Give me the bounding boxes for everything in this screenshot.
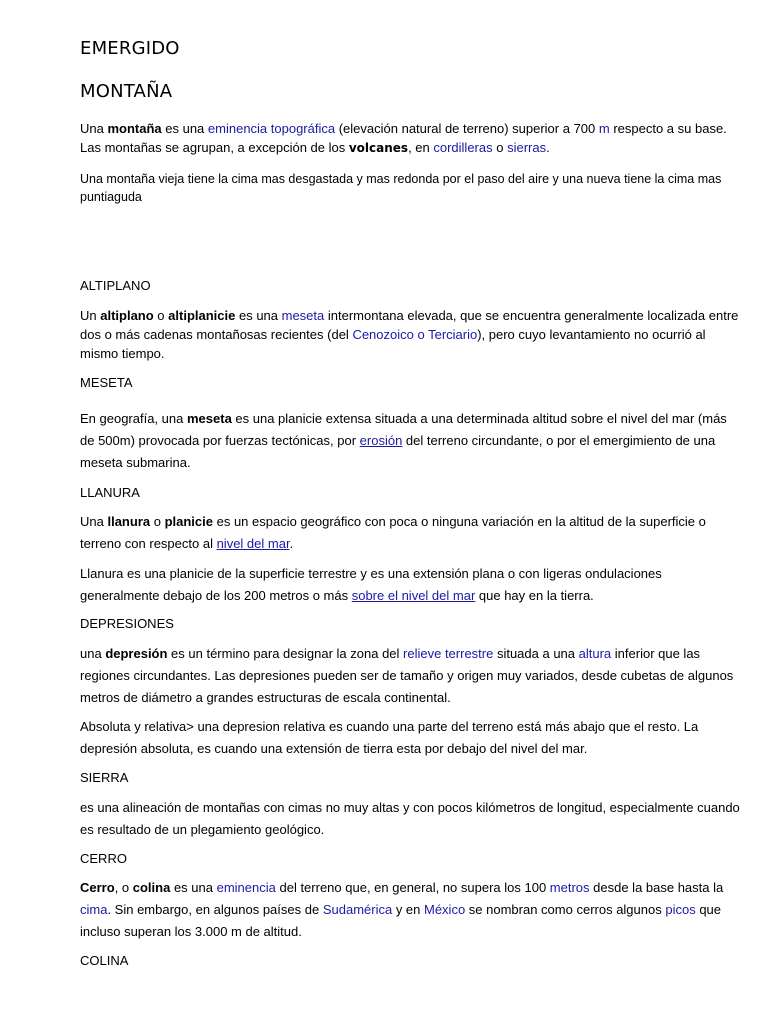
text: ), pero cuyo levantamiento no ocurrió al mismo tiempo. xyxy=(80,327,706,361)
bold-term: depresión xyxy=(105,646,168,661)
text: , en xyxy=(408,140,434,155)
bold-term: altiplano xyxy=(100,308,154,323)
link-m[interactable]: m xyxy=(598,121,610,136)
bold-term: meseta xyxy=(186,411,232,426)
text: una xyxy=(80,646,106,661)
text: Absoluta y relativa> xyxy=(80,719,194,734)
link-cima[interactable]: cima xyxy=(80,902,108,917)
heading-cerro: CERRO xyxy=(80,851,127,866)
paragraph-cerro xyxy=(80,877,740,943)
text: (elevación natural de terreno) superior a 700 xyxy=(335,121,599,136)
text: intermontana elevada, que se encuentra generalmente localizada entre dos o más cadenas montañosas recientes (del xyxy=(80,308,739,342)
text: desde la base hasta la xyxy=(589,880,724,895)
paragraph-altiplano xyxy=(80,306,740,363)
link-picos[interactable]: picos xyxy=(665,902,696,917)
bold-term: colina xyxy=(132,880,171,895)
text: que incluso superan los 3.000 m de altitud. xyxy=(80,902,722,939)
text: se nombran como cerros algunos xyxy=(465,902,666,917)
link-relieve-terrestre[interactable]: relieve terrestre xyxy=(403,646,494,661)
link-erosion[interactable]: erosión xyxy=(359,433,403,448)
paragraph-depresion-definition xyxy=(80,643,740,709)
text: Un xyxy=(80,308,101,323)
heading-llanura: LLANURA xyxy=(80,485,140,500)
heading-montana: MONTAÑA xyxy=(80,81,173,102)
text: o xyxy=(153,308,169,323)
text: En geografía, una xyxy=(80,411,187,426)
text: situada a una xyxy=(493,646,579,661)
text: es una planicie extensa situada a una determinada altitud sobre el nivel del mar (más de 500m) provocada por fuerzas tectónicas, por xyxy=(80,411,727,448)
text: y en xyxy=(392,902,424,917)
bold-term: llanura xyxy=(107,514,151,529)
link-sierras[interactable]: sierras xyxy=(507,140,547,155)
link-altura[interactable]: altura xyxy=(578,646,612,661)
text: es una xyxy=(161,121,208,136)
heading-meseta: MESETA xyxy=(80,375,133,390)
text: . xyxy=(546,140,550,155)
link-cenozoico-terciario[interactable]: Cenozoico o Terciario xyxy=(352,327,478,342)
text: inferior que las regiones circundantes. Las depresiones pueden ser de tamaño y origen muy variados, desde cubetas de algunos metros de diámetro a grandes estructuras de escala continental. xyxy=(80,646,734,705)
text: es una xyxy=(235,308,282,323)
text: del terreno que, en general, no supera los 100 xyxy=(275,880,550,895)
text: Una xyxy=(80,121,108,136)
text: , o xyxy=(114,880,133,895)
bold-term: Cerro xyxy=(80,880,115,895)
bold-term: planicie xyxy=(164,514,213,529)
text: . Sin embargo, en algunos países de xyxy=(107,902,323,917)
bold-term: montaña xyxy=(107,121,162,136)
heading-colina: COLINA xyxy=(80,953,129,968)
text: o xyxy=(150,514,165,529)
link-eminencia[interactable]: eminencia xyxy=(216,880,276,895)
text: es un espacio geográfico con poca o ninguna variación en la altitud de la superficie o terreno con respecto al xyxy=(80,514,706,551)
bold-term: volcanes xyxy=(348,141,409,155)
link-eminencia-topografica[interactable]: eminencia topográfica xyxy=(207,121,336,136)
link-sobre-el-nivel-del-mar[interactable]: sobre el nivel del mar xyxy=(351,588,476,603)
text: . xyxy=(289,536,294,551)
bold-term: altiplanicie xyxy=(168,308,236,323)
paragraph-llanura-extension xyxy=(80,563,740,607)
text: respecto a su base. xyxy=(609,121,727,136)
heading-emergido: EMERGIDO xyxy=(80,38,180,59)
text: una depresion relativa es cuando una parte del terreno está más abajo que el resto. La depresión absoluta, es cuando una extensión de tierra esta por debajo del nivel del mar. xyxy=(80,719,699,756)
text: Llanura es una planicie de la superficie terrestre y es una extensión plana o con ligeras ondulaciones generalmente debajo de los 200 metros o más xyxy=(80,566,662,603)
heading-altiplano: ALTIPLANO xyxy=(80,278,151,293)
link-meseta[interactable]: meseta xyxy=(281,308,325,323)
link-sudamerica[interactable]: Sudamérica xyxy=(322,902,393,917)
heading-depresiones: DEPRESIONES xyxy=(80,616,174,631)
link-mexico[interactable]: México xyxy=(424,902,466,917)
text: es una xyxy=(170,880,217,895)
text: Una xyxy=(80,514,108,529)
paragraph-llanura-definition xyxy=(80,511,740,555)
text: Las montañas se agrupan, a excepción de los xyxy=(80,140,349,155)
paragraph-depresion-tipos xyxy=(80,716,740,760)
text: del terreno circundante, o por el emergimiento de una meseta submarina. xyxy=(80,433,716,470)
text: o xyxy=(492,140,508,155)
paragraph-meseta xyxy=(80,408,740,474)
link-nivel-del-mar[interactable]: nivel del mar xyxy=(216,536,290,551)
paragraph-sierra: es una alineación de montañas con cimas no muy altas y con pocos kilómetros de longitud, especialmente cuando es resultado de un plegamiento geológico. xyxy=(80,800,740,837)
heading-sierra: SIERRA xyxy=(80,770,129,785)
text: es un término para designar la zona del xyxy=(167,646,404,661)
text: que hay en la tierra. xyxy=(475,588,594,603)
paragraph-montana-vieja: Una montaña vieja tiene la cima mas desgastada y mas redonda por el paso del aire y una nueva tiene la cima mas puntiaguda xyxy=(80,172,722,204)
paragraph-montana-definition xyxy=(80,119,740,158)
link-metros[interactable]: metros xyxy=(549,880,590,895)
link-cordilleras[interactable]: cordilleras xyxy=(433,140,493,155)
